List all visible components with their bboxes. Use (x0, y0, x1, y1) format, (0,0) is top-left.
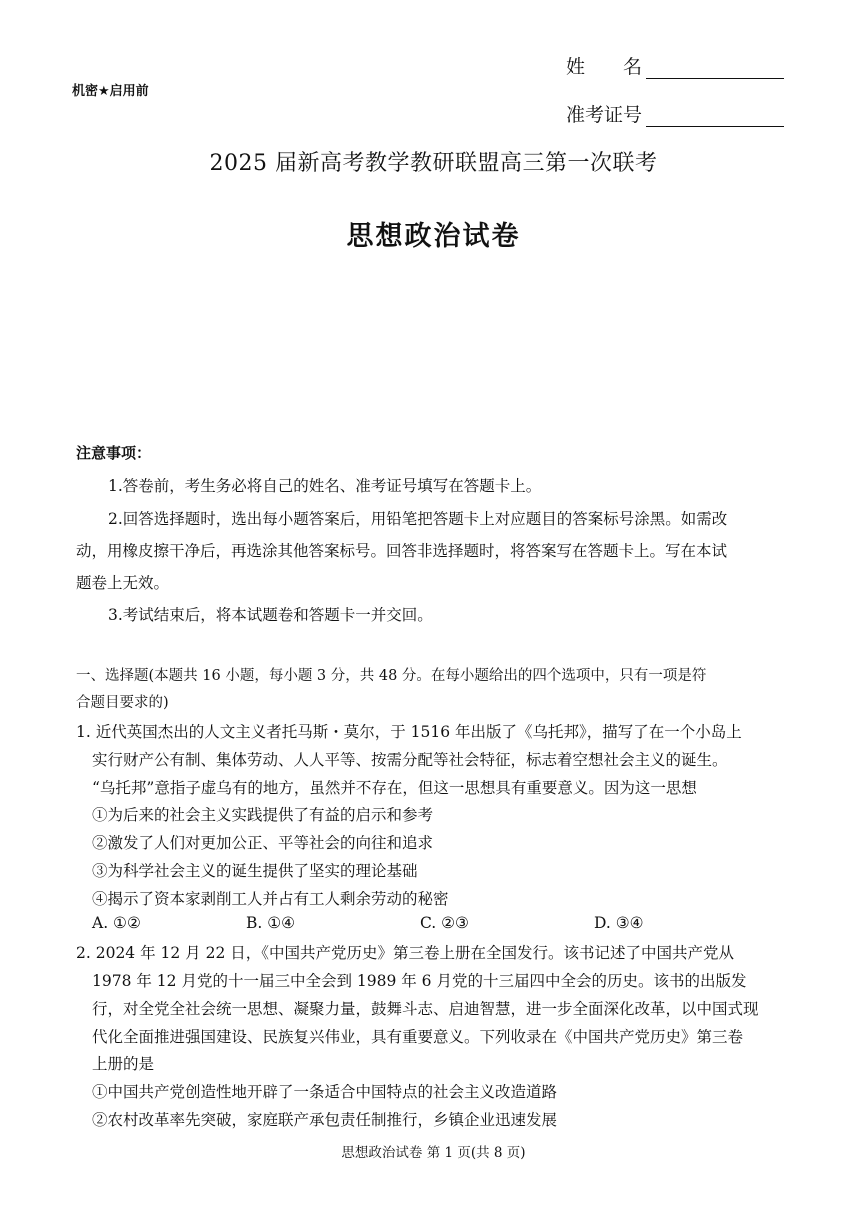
question-1-line-2: 实行财产公有制、集体劳动、人人平等、按需分配等社会特征，标志着空想社会主义的诞生。 (92, 751, 728, 769)
question-1-statement-3: ③为科学社会主义的诞生提供了坚实的理论基础 (92, 862, 418, 880)
question-1-line-3: “乌托邦”意指子虚乌有的地方，虽然并不存在，但这一思想具有重要意义。因为这一思想 (92, 779, 697, 797)
notice-heading: 注意事项： (76, 444, 152, 462)
notice-item-2-line-3: 题卷上无效。 (76, 574, 170, 592)
question-1-option-b: B. ①④ (246, 914, 296, 932)
question-1-option-c: C. ②③ (420, 914, 469, 932)
question-2-line-5: 上册的是 (92, 1055, 155, 1073)
exam-id-label: 准考证号 (566, 104, 643, 126)
exam-title: 2025 届新高考教学教研联盟高三第一次联考 (209, 151, 658, 176)
question-2-statement-1: ①中国共产党创造性地开辟了一条适合中国特点的社会主义改造道路 (92, 1083, 558, 1101)
notice-item-2-line-1: 2.回答选择题时，选出每小题答案后，用铅笔把答题卡上对应题目的答案标号涂黑。如需改 (108, 510, 728, 528)
name-label: 姓 名 (566, 56, 643, 78)
question-2-line-4: 代化全面推进强国建设、民族复兴伟业，具有重要意义。下列收录在《中国共产党历史》第三卷 (92, 1028, 744, 1046)
confidential-mark: 机密★启用前 (72, 84, 149, 99)
question-1-line-1: 1. 近代英国杰出的人文主义者托马斯・莫尔，于 1516 年出版了《乌托邦》，描写了在一个小岛上 (76, 723, 742, 741)
question-2-line-1: 2. 2024 年 12 月 22 日，《中国共产党历史》第三卷上册在全国发行。该书记述了中国共产党从 (76, 944, 734, 962)
question-1-statement-1: ①为后来的社会主义实践提供了有益的启示和参考 (92, 806, 434, 824)
section-heading-line-1: 一、选择题(本题共 16 小题，每小题 3 分，共 48 分。在每小题给出的四个选项中，只有一项是符 (76, 668, 707, 684)
question-1-option-d: D. ③④ (594, 914, 644, 932)
question-2-line-2: 1978 年 12 月党的十一届三中全会到 1989 年 6 月党的十三届四中全会的历史。该书的出版发 (92, 972, 747, 990)
exam-id-field (566, 100, 784, 127)
question-1-statement-2: ②激发了人们对更加公正、平等社会的向往和追求 (92, 834, 434, 852)
notice-item-1: 1.答卷前，考生务必将自己的姓名、准考证号填写在答题卡上。 (108, 477, 542, 495)
page-footer: 思想政治试卷 第 1 页(共 8 页) (341, 1145, 526, 1161)
name-field (566, 52, 784, 79)
subject-title: 思想政治试卷 (346, 221, 521, 252)
exam-id-blank (646, 108, 784, 127)
notice-item-3: 3.考试结束后，将本试题卷和答题卡一并交回。 (108, 606, 433, 624)
name-blank (646, 60, 784, 79)
question-2-statement-2: ②农村改革率先突破，家庭联产承包责任制推行，乡镇企业迅速发展 (92, 1111, 558, 1129)
question-2-line-3: 行，对全党全社会统一思想、凝聚力量，鼓舞斗志、启迪智慧，进一步全面深化改革，以中国式现 (92, 1000, 759, 1018)
notice-item-2-line-2: 动，用橡皮擦干净后，再选涂其他答案标号。回答非选择题时，将答案写在答题卡上。写在本试 (76, 542, 728, 560)
question-1-option-a: A. ①② (92, 914, 141, 932)
section-heading-line-2: 合题目要求的) (76, 695, 169, 711)
question-1-statement-4: ④揭示了资本家剥削工人并占有工人剩余劳动的秘密 (92, 890, 449, 908)
